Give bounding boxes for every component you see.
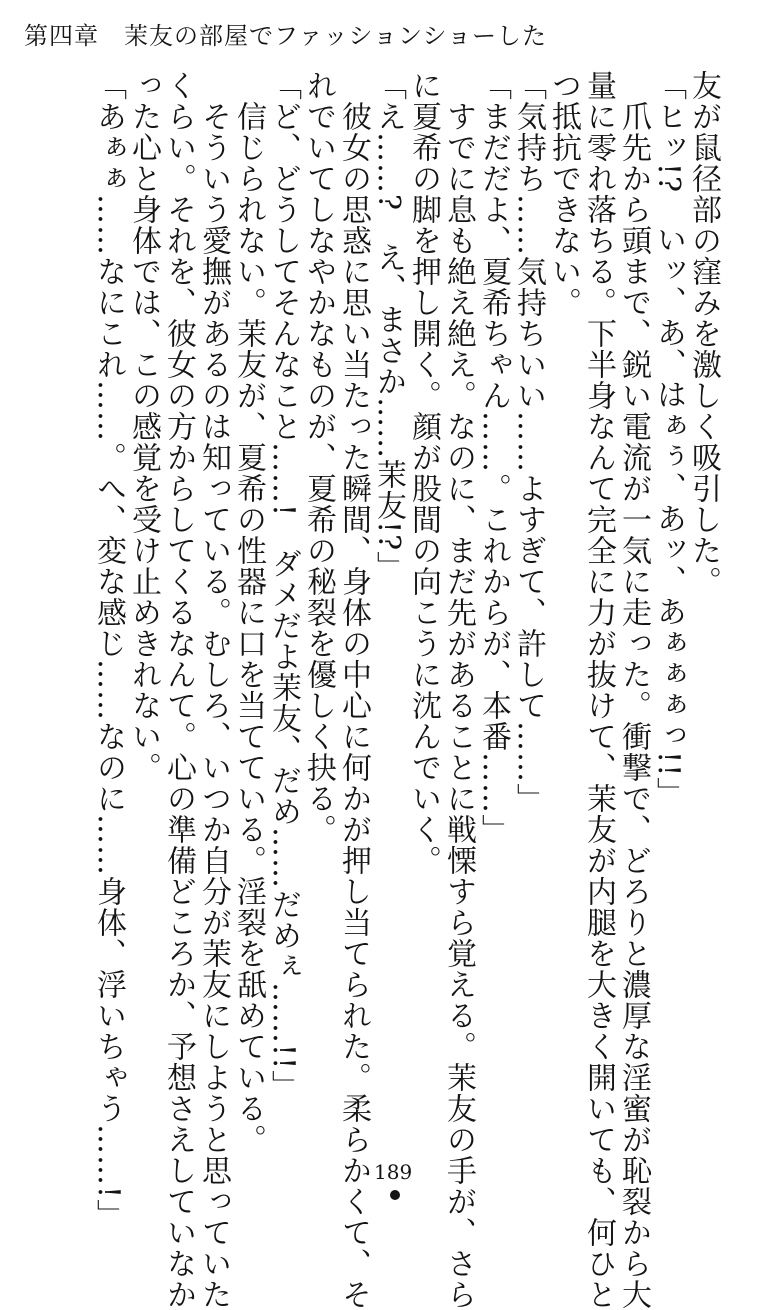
text-line: 信じられない。茉友が、夏希の性器に口を当てている。淫裂を舐めている。 [231, 70, 266, 1155]
text-line: 「まだだよ、夏希ちゃん……。これからが、本番……」 [476, 70, 511, 845]
text-line: 「あぁぁ……なにこれ……。へ、変な感じ……なのに……身体、浮いちゃう……!」 [91, 70, 126, 1231]
text-line: 爪先から頭まで、鋭い電流が一気に走った。衝撃で、どろりと濃厚な淫蜜が恥裂から大 [616, 70, 651, 1310]
text-line: 「気持ち……気持ちいい……よすぎて、許して……」 [511, 70, 546, 814]
text-line: すでに息も絶え絶え。なのに、まだ先があることに戦慄すら覚える。茉友の手が、さら [441, 70, 476, 1310]
text-line: 「え……? え、まさか……茉友!?」 [371, 70, 406, 583]
text-line: くらい。それを、彼女の方からしてくるなんて。心の準備どころか、予想さえしていなか [161, 70, 196, 1310]
chapter-header: 第四章 茉友の部屋でファッションショーした [24, 22, 547, 50]
text-line: 「ヒッ!? いッ、あ、はぁぅ、あッ、あぁぁぁっ!!」 [651, 70, 686, 809]
page-number: 189 [374, 1160, 413, 1184]
text-line: った心と身体では、この感覚を受け止めきれない。 [126, 70, 161, 783]
text-line: つ抵抗できない。 [546, 70, 581, 318]
text-line: 友が鼠径部の窪みを激しく吸引した。 [686, 70, 721, 597]
text-line: 量に零れ落ちる。下半身なんて完全に力が抜けて、茉友が内腿を大きく開いても、何ひと [581, 70, 616, 1310]
text-line: そういう愛撫があるのは知っている。むしろ、いつか自分が茉友にしようと思っていた [196, 70, 231, 1310]
text-line: れでいてしなやかなものが、夏希の秘裂を優しく抉る。 [301, 70, 336, 845]
text-line: 「ど、どうしてそんなこと……! ダメだよ茉友、だめ……だめぇ……!!」 [266, 70, 301, 1102]
text-line: 彼女の思惑に思い当たった瞬間、身体の中心に何かが押し当てられた。柔らかくて、そ [336, 70, 371, 1310]
page-marker-dot [390, 1190, 400, 1200]
text-line: に夏希の脚を押し開く。顔が股間の向こうに沈んでいく。 [406, 70, 441, 876]
